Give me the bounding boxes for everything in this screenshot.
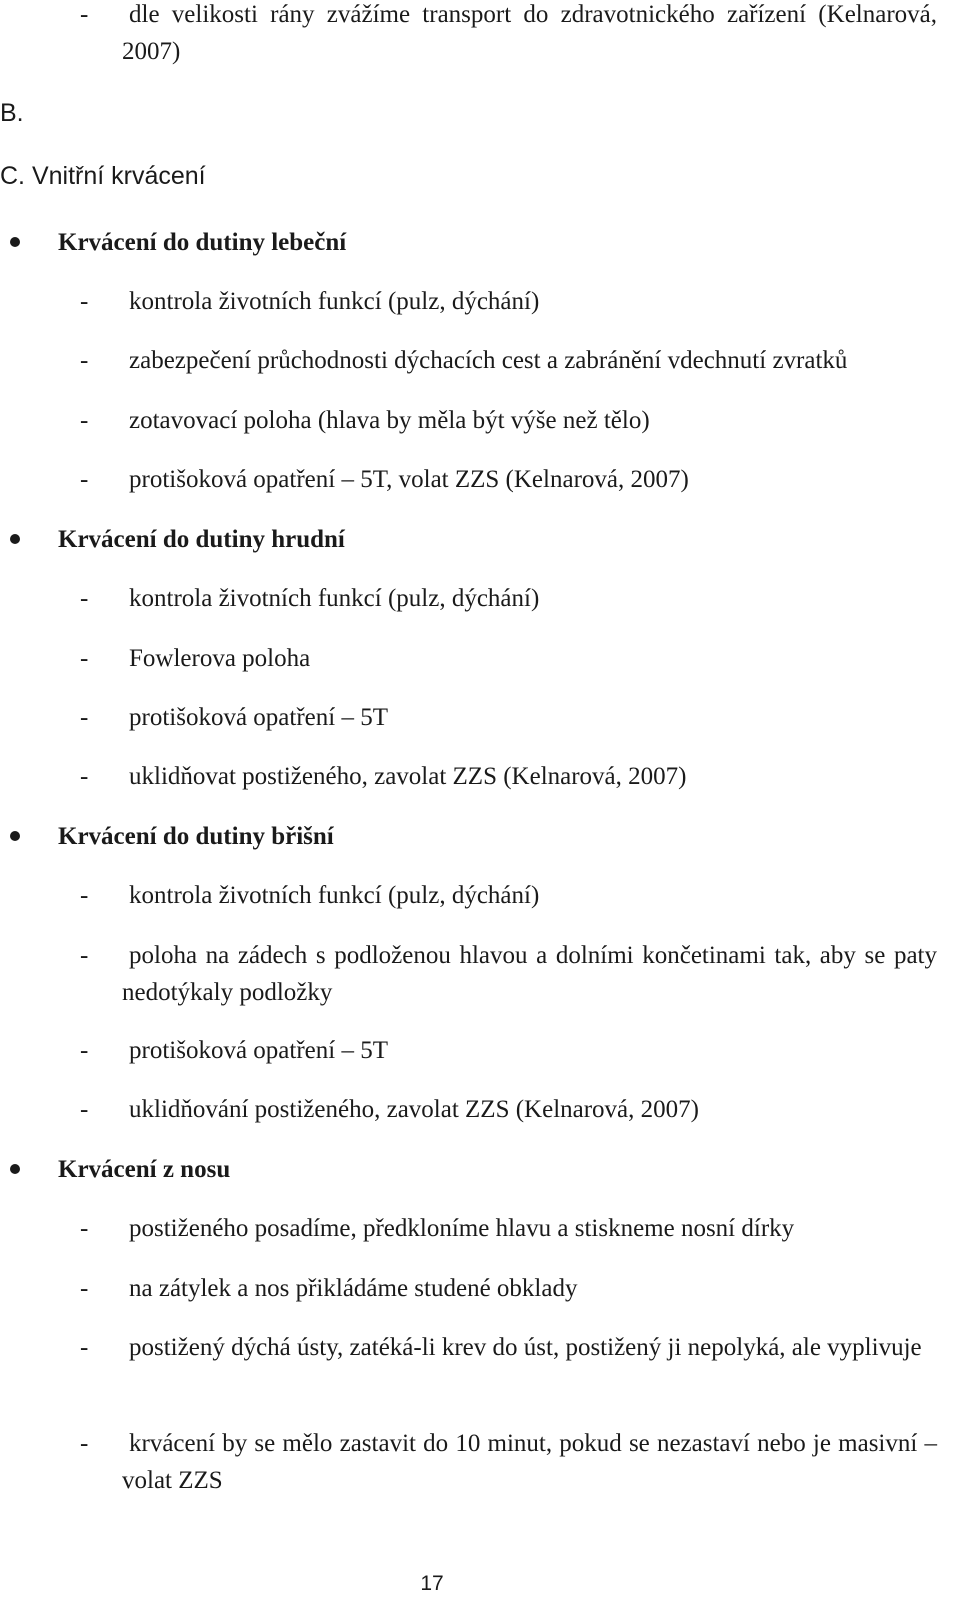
section-title-text: Krvácení do dutiny lebeční [58,229,347,256]
list-item-text: postiženého posadíme, předkloníme hlavu a stiskneme nosní dírky [129,1215,795,1242]
dash-marker: - [80,1430,89,1457]
list-item-text: na zátylek a nos přikládáme studené obklady [129,1275,578,1302]
dash-marker: - [80,288,89,315]
dash-marker: - [80,407,89,434]
dash-marker: - [80,1334,89,1361]
dash-marker: - [80,942,89,969]
dash-marker: - [80,1037,89,1064]
section-title-text: Krvácení do dutiny hrudní [58,526,345,553]
dash-marker: - [80,645,89,672]
list-item-text: protišoková opatření – 5T [129,1037,388,1064]
dash-marker: - [80,585,89,612]
list-item-text: protišoková opatření – 5T, volat ZZS (Kelnarová, 2007) [129,466,689,493]
heading-b: B. [0,99,24,127]
list-item-text: dle velikosti rány zvážíme transport do zdravotnického zařízení (Kelnarová, 2007) [122,1,937,65]
list-item-text: krvácení by se mělo zastavit do 10 minut, pokud se nezastaví nebo je masivní – volat ZZS [122,1430,937,1494]
list-item-text: Fowlerova poloha [129,645,311,672]
dash-marker: - [80,1215,89,1242]
bullet-icon [10,1164,20,1174]
list-item-text: poloha na zádech s podloženou hlavou a dolními končetinami tak, aby se paty nedotýkaly podložky [122,942,937,1006]
dash-marker: - [80,704,89,731]
list-item-text: protišoková opatření – 5T [129,704,388,731]
dash-marker: - [80,1,89,28]
heading-c: C. Vnitřní krvácení [0,162,206,190]
dash-marker: - [80,466,89,493]
list-item-text: kontrola životních funkcí (pulz, dýchání) [129,585,540,612]
section-title-text: Krvácení do dutiny břišní [58,823,334,850]
dash-marker: - [80,1275,89,1302]
bullet-icon [10,831,20,841]
list-item-text: kontrola životních funkcí (pulz, dýchání) [129,882,540,909]
list-item-text: kontrola životních funkcí (pulz, dýchání) [129,288,540,315]
bullet-icon [10,534,20,544]
list-item-text: uklidňovat postiženého, zavolat ZZS (Kelnarová, 2007) [129,763,687,790]
dash-marker: - [80,763,89,790]
page-number: 17 [420,1572,444,1595]
list-item-text: zotavovací poloha (hlava by měla být výše než tělo) [129,407,650,434]
list-item-text: postižený dýchá ústy, zatéká-li krev do úst, postižený ji nepolyká, ale vyplivuje [129,1334,922,1361]
section-title-text: Krvácení z nosu [58,1156,231,1183]
dash-marker: - [80,882,89,909]
bullet-icon [10,237,20,247]
dash-marker: - [80,347,89,374]
list-item-text: zabezpečení průchodnosti dýchacích cest a zabránění vdechnutí zvratků [129,347,848,374]
list-item-text: uklidňování postiženého, zavolat ZZS (Kelnarová, 2007) [129,1096,699,1123]
dash-marker: - [80,1096,89,1123]
